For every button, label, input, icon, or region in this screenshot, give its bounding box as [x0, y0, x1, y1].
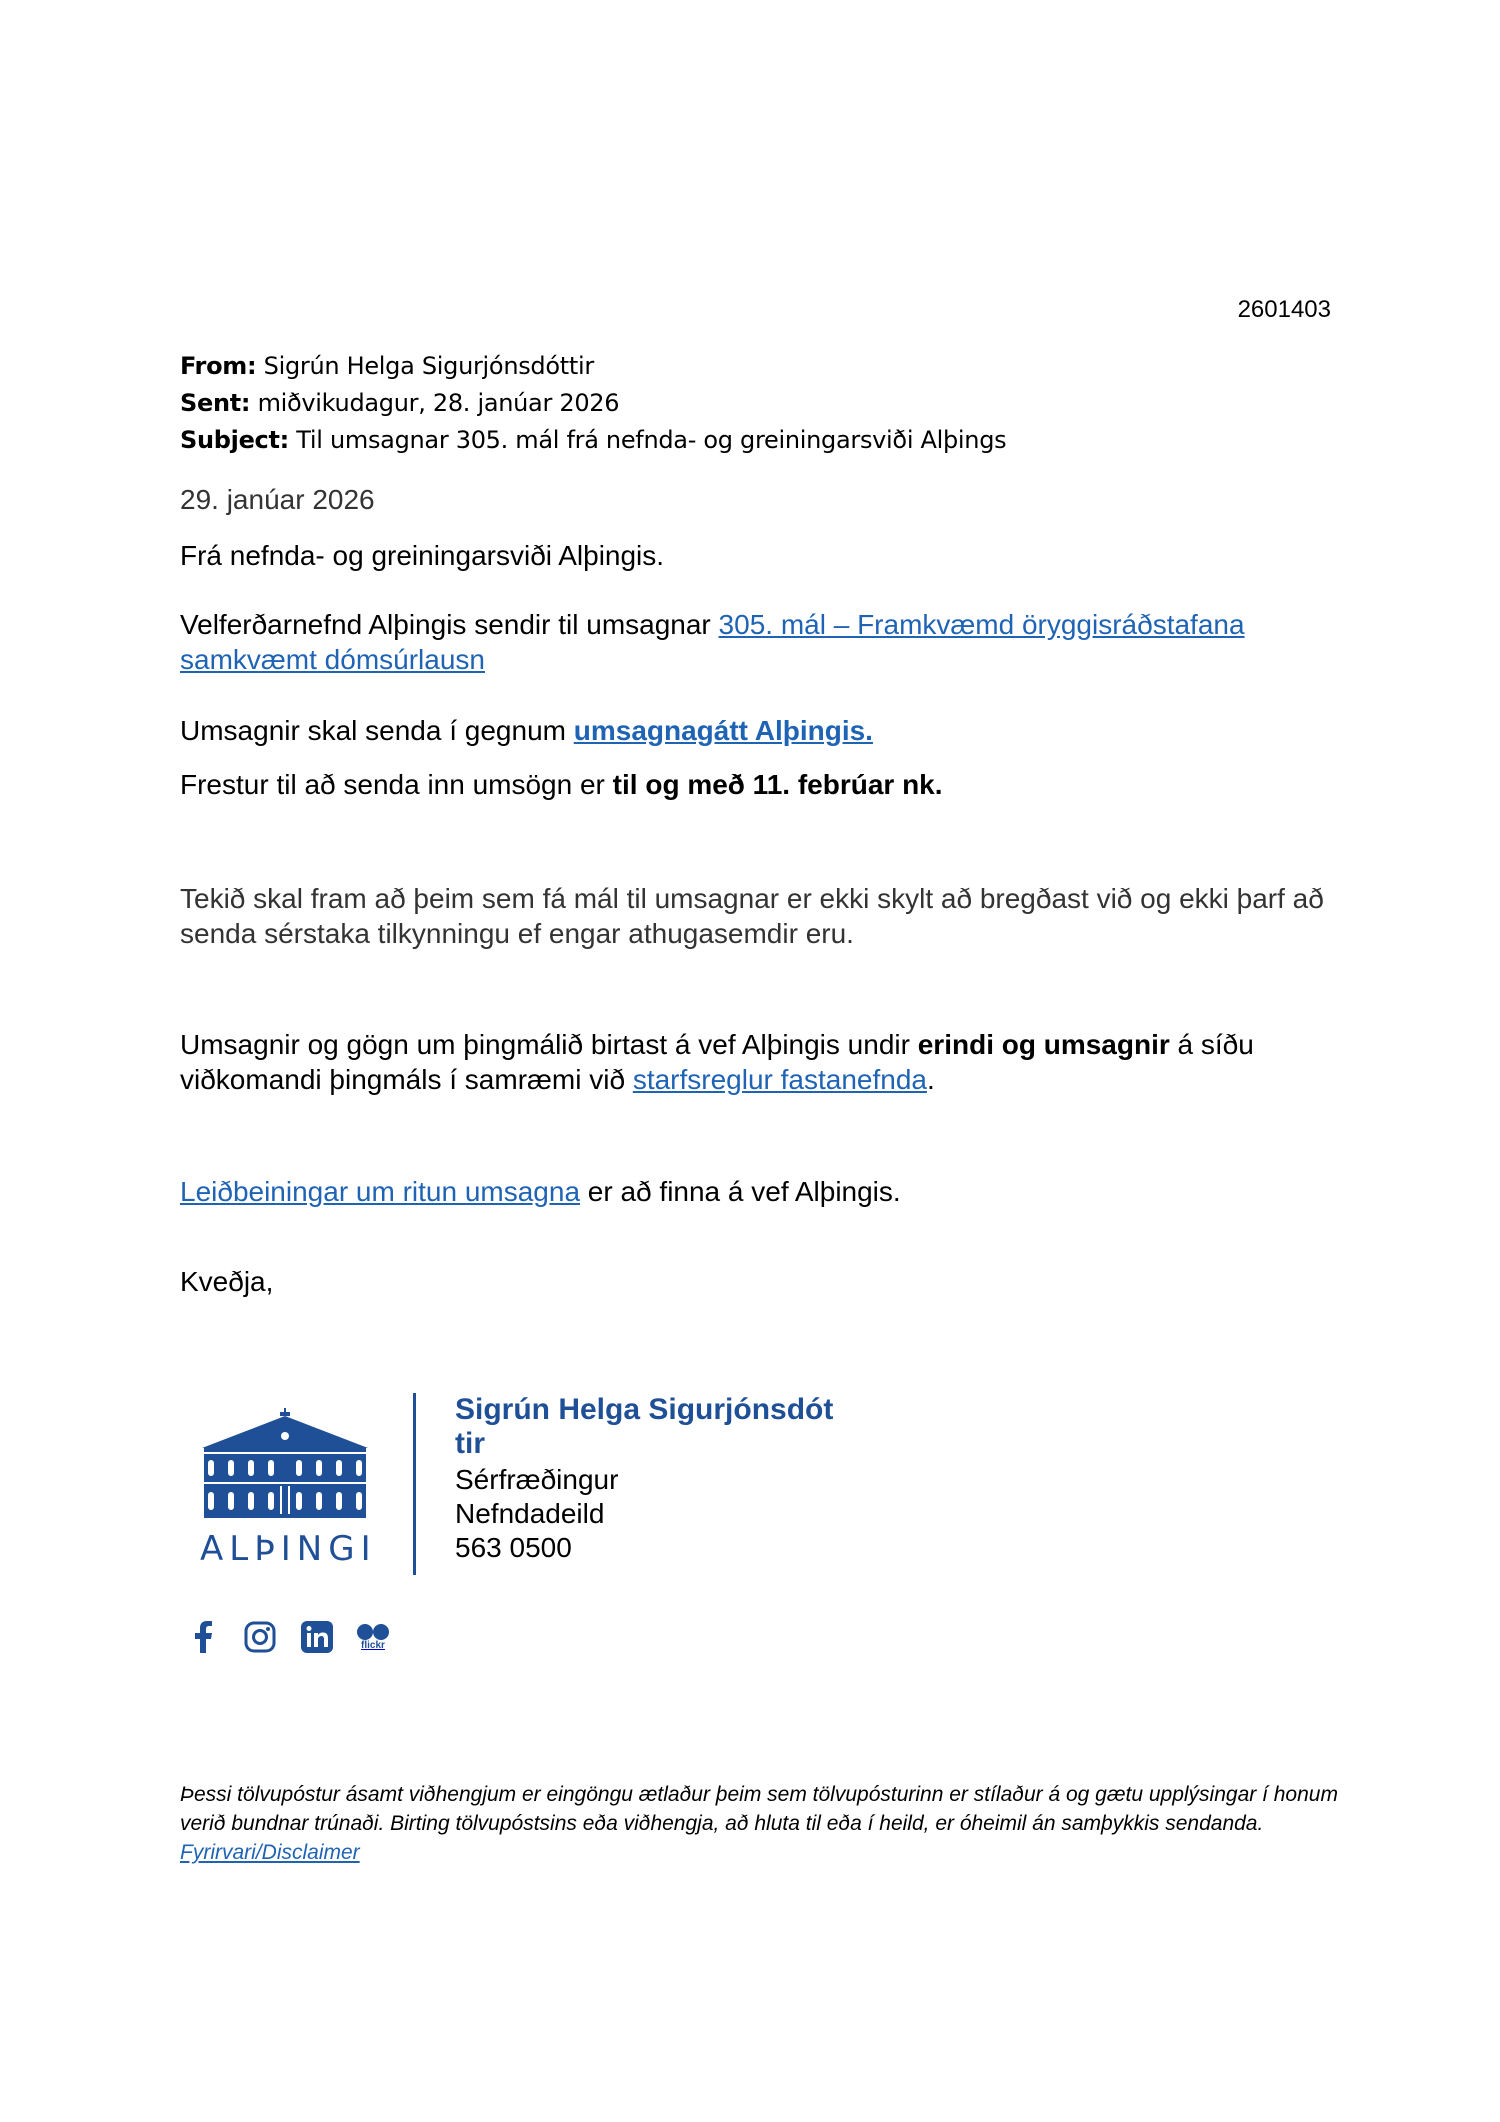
subject-value: Til umsagnar 305. mál frá nefnda- og greiningarsviði Alþings	[296, 426, 1007, 454]
disclaimer-text: Þessi tölvupóstur ásamt viðhengjum er eingöngu ætlaður þeim sem tölvupósturinn er stílaður á og gætu upplýsingar í honum verið bundnar trúnaði. Birting tölvupóstsins eða viðhengja, að hluta til eða í heild, er óheimil án samþykkis sendanda.	[180, 1783, 1338, 1835]
p5-mid: á síðu viðkomandi þingmáls í samræmi við	[180, 1029, 1254, 1095]
p5-bold: erindi og umsagnir	[917, 1029, 1170, 1060]
document-number: 2601403	[1237, 296, 1331, 323]
flickr-label: flickr	[361, 1640, 385, 1651]
umsagnagatt-link[interactable]: umsagnagátt Alþingis.	[573, 715, 873, 746]
parliament-building-icon	[200, 1408, 370, 1520]
p1-text: Velferðarnefnd Alþingis sendir til umsagnar	[180, 609, 719, 640]
paragraph-3	[180, 767, 1340, 802]
facebook-icon[interactable]	[186, 1620, 220, 1654]
disclaimer-link[interactable]: Fyrirvari/Disclaimer	[180, 1841, 360, 1864]
signature-divider	[413, 1393, 416, 1575]
signature-name-line1: Sigrún Helga Sigurjónsdót	[455, 1393, 834, 1426]
from-label: From:	[180, 352, 257, 380]
sent-label: Sent:	[180, 389, 251, 417]
from-value: Sigrún Helga Sigurjónsdóttir	[263, 352, 594, 380]
deadline-text: til og með 11. febrúar nk.	[612, 769, 943, 800]
paragraph-5	[180, 1027, 1280, 1097]
instagram-icon[interactable]	[243, 1620, 277, 1654]
disclaimer	[180, 1780, 1340, 1867]
signature-name	[455, 1393, 875, 1461]
p2-text: Umsagnir skal senda í gegnum	[180, 715, 574, 746]
guidelines-link[interactable]: Leiðbeiningar um ritun umsagna	[180, 1176, 581, 1207]
paragraph-4: Tekið skal fram að þeim sem fá mál til umsagnar er ekki skylt að bregðast við og ekki þarf að senda sérstaka tilkynningu ef engar athugasemdir eru.	[180, 883, 1324, 949]
signature-department: Nefndadeild	[455, 1498, 605, 1529]
p5-text: Umsagnir og gögn um þingmálið birtast á vef Alþingis undir	[180, 1029, 918, 1060]
signature-name-line2: tir	[455, 1427, 485, 1460]
sent-value: miðvikudagur, 28. janúar 2026	[257, 389, 620, 417]
paragraph-2	[180, 713, 1340, 748]
case-305-link[interactable]: 305. mál – Framkvæmd öryggisráðstafana samkvæmt dómsúrlausn	[180, 609, 1245, 675]
from-line: Frá nefnda- og greiningarsviði Alþingis.	[180, 540, 665, 571]
header-sent	[180, 389, 619, 417]
paragraph-6	[180, 1174, 1340, 1209]
p5-suffix: .	[926, 1064, 935, 1095]
letter-date: 29. janúar 2026	[180, 484, 375, 515]
signature-phone: 563 0500	[455, 1532, 572, 1563]
paragraph-1	[180, 607, 1290, 677]
subject-label: Subject:	[180, 426, 289, 454]
signature-title: Sérfræðingur	[455, 1464, 619, 1495]
p6-suffix: er að finna á vef Alþingis.	[580, 1176, 901, 1207]
althingi-logo	[200, 1408, 377, 1569]
p3-text: Frestur til að senda inn umsögn er	[180, 769, 613, 800]
logo-text: ALÞINGI	[200, 1529, 377, 1569]
header-subject	[180, 426, 1006, 454]
flickr-icon[interactable]	[356, 1620, 390, 1654]
closing: Kveðja,	[180, 1266, 274, 1297]
header-from	[180, 352, 594, 380]
starfsreglur-link[interactable]: starfsreglur fastanefnda	[632, 1064, 927, 1095]
linkedin-icon[interactable]	[300, 1620, 334, 1654]
